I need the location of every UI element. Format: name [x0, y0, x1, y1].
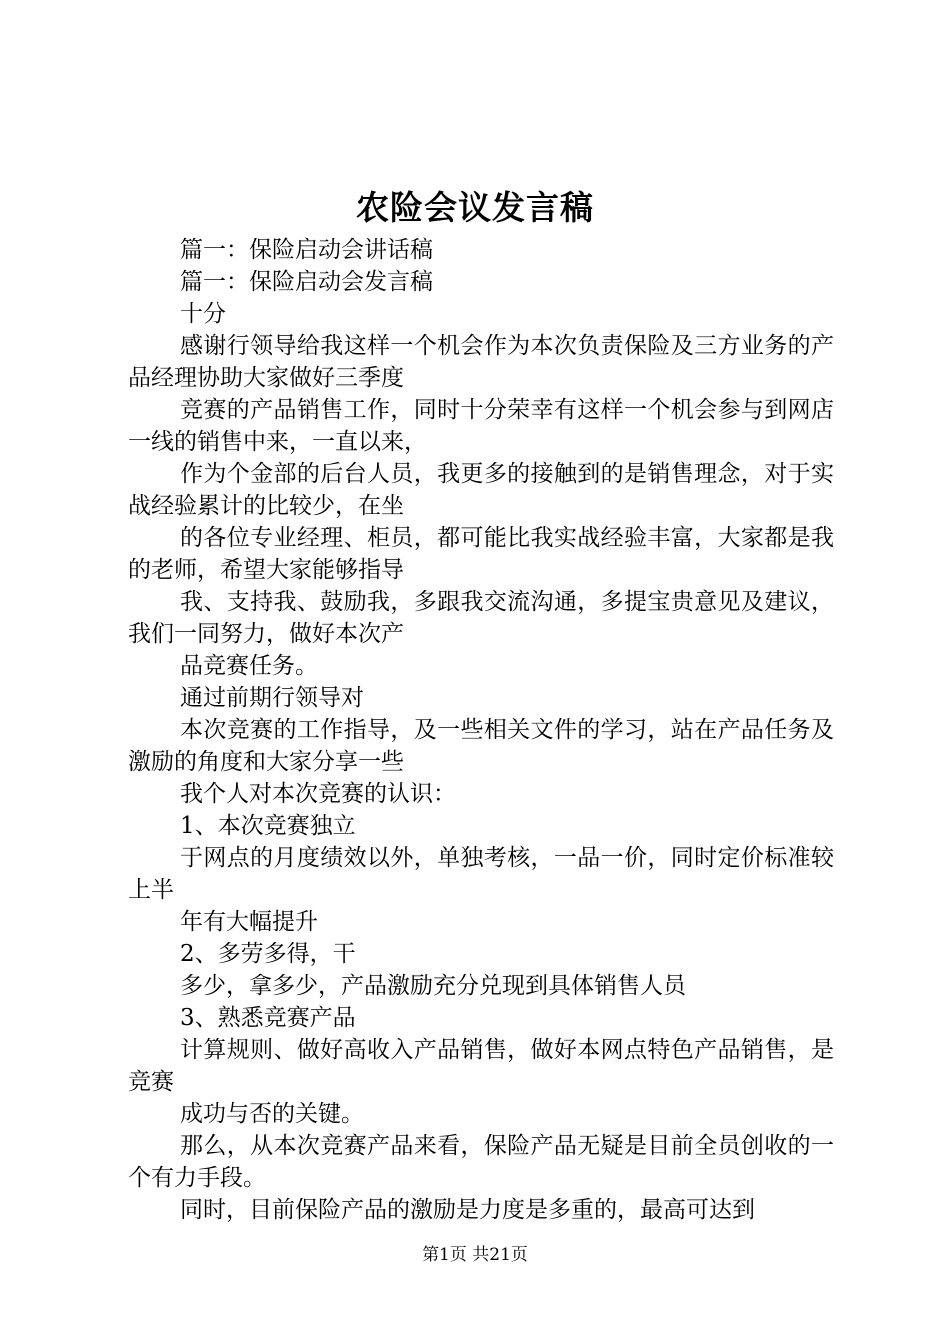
paragraph: 作为个金部的后台人员，我更多的接触到的是销售理念，对于实战经验累计的比较少，在坐 [128, 461, 834, 519]
paragraph: 我、支持我、鼓励我，多跟我交流沟通，多提宝贵意见及建议，我们一同努力，做好本次产 [128, 589, 834, 647]
paragraph: 年有大幅提升 [180, 909, 318, 935]
paragraph: 竞赛的产品销售工作，同时十分荣幸有这样一个机会参与到网店一线的销售中来，一直以来， [128, 397, 834, 455]
document-title: 农险会议发言稿 [356, 188, 594, 227]
paragraph: 同时，目前保险产品的激励是力度是多重的，最高可达到 [180, 1197, 755, 1223]
page-footer: 第1页 共21页 [422, 1245, 528, 1265]
paragraph: 1、本次竞赛独立 [180, 813, 356, 839]
paragraph: 多少，拿多少，产品激励充分兑现到具体销售人员 [180, 973, 686, 999]
paragraph: 篇一：保险启动会发言稿 [180, 269, 433, 295]
paragraph: 于网点的月度绩效以外，单独考核，一品一价，同时定价标准较上半 [128, 845, 834, 903]
paragraph: 成功与否的关键。 [180, 1101, 364, 1127]
paragraph: 篇一：保险启动会讲话稿 [180, 237, 433, 263]
paragraph: 我个人对本次竞赛的认识： [180, 781, 456, 807]
document-body [128, 234, 834, 1226]
paragraph: 品竞赛任务。 [180, 653, 318, 679]
paragraph: 本次竞赛的工作指导，及一些相关文件的学习，站在产品任务及激励的角度和大家分享一些 [128, 717, 834, 775]
paragraph: 2、多劳多得，干 [180, 941, 356, 967]
paragraph: 感谢行领导给我这样一个机会作为本次负责保险及三方业务的产品经理协助大家做好三季度 [128, 333, 834, 391]
paragraph: 的各位专业经理、柜员，都可能比我实战经验丰富，大家都是我的老师，希望大家能够指导 [128, 525, 834, 583]
paragraph: 3、熟悉竞赛产品 [180, 1005, 356, 1031]
paragraph: 通过前期行领导对 [180, 685, 364, 711]
paragraph: 计算规则、做好高收入产品销售，做好本网点特色产品销售，是竞赛 [128, 1037, 834, 1095]
paragraph: 十分 [180, 301, 226, 327]
paragraph: 那么，从本次竞赛产品来看，保险产品无疑是目前全员创收的一个有力手段。 [128, 1133, 834, 1191]
